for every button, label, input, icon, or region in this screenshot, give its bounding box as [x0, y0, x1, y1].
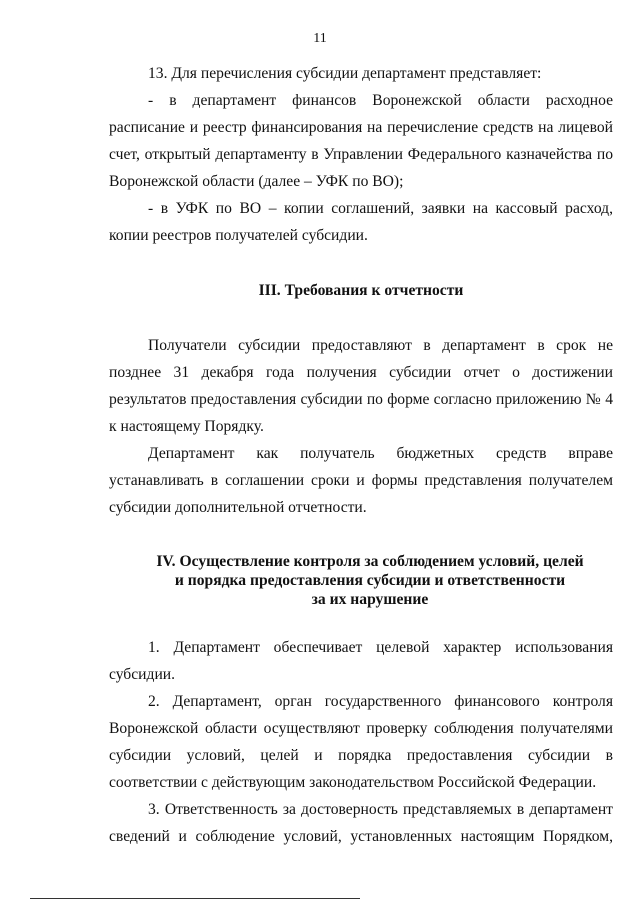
- paragraph-control-3: 3. Ответственность за достоверность представляемых в департамент сведений и соблюдение условий, установленных настоящим Порядком,: [109, 801, 613, 845]
- paragraph-bullet-ufk: - в УФК по ВО – копии соглашений, заявки на кассовый расход, копии реестров получателей субсидии.: [109, 200, 613, 244]
- paragraph-control-2: 2. Департамент, орган государственного финансового контроля Воронежской области осуществляют проверку соблюдения получателями субсидии условий, целей и порядка предоставления субсидии в соответствии с действующим законодательством Российской Федерации.: [109, 693, 613, 791]
- paragraph-control-1: 1. Департамент обеспечивает целевой характер использования субсидии.: [109, 639, 613, 683]
- footer-divider: [30, 898, 360, 899]
- page-number: 11: [313, 31, 327, 46]
- section-heading-line: IV. Осуществление контроля за соблюдением условий, целей: [156, 553, 584, 570]
- section-heading-control: [109, 552, 613, 609]
- section-heading-line: за их нарушение: [311, 591, 429, 608]
- paragraph-additional-reporting: Департамент как получатель бюджетных средств вправе устанавливать в соглашении сроки и формы представления получателем субсидии дополнительной отчетности.: [109, 445, 613, 516]
- section-heading-reporting: III. Требования к отчетности: [258, 282, 464, 299]
- section-heading-line: и порядка предоставления субсидии и ответственности: [174, 572, 566, 589]
- paragraph-clause-13: 13. Для перечисления субсидии департамент представляет:: [148, 65, 542, 82]
- page-body: [109, 60, 613, 850]
- paragraph-bullet-finance-department: - в департамент финансов Воронежской области расходное расписание и реестр финансирования на перечисление средств на лицевой счет, открытый департаменту в Управлении Федерального казначейства по Воронежской области (далее – УФК по ВО);: [109, 92, 613, 190]
- paragraph-reporting-deadline: Получатели субсидии предоставляют в департамент в срок не позднее 31 декабря года получения субсидии отчет о достижении результатов предоставления субсидии по форме согласно приложению № 4 к настоящему Порядку.: [109, 337, 613, 435]
